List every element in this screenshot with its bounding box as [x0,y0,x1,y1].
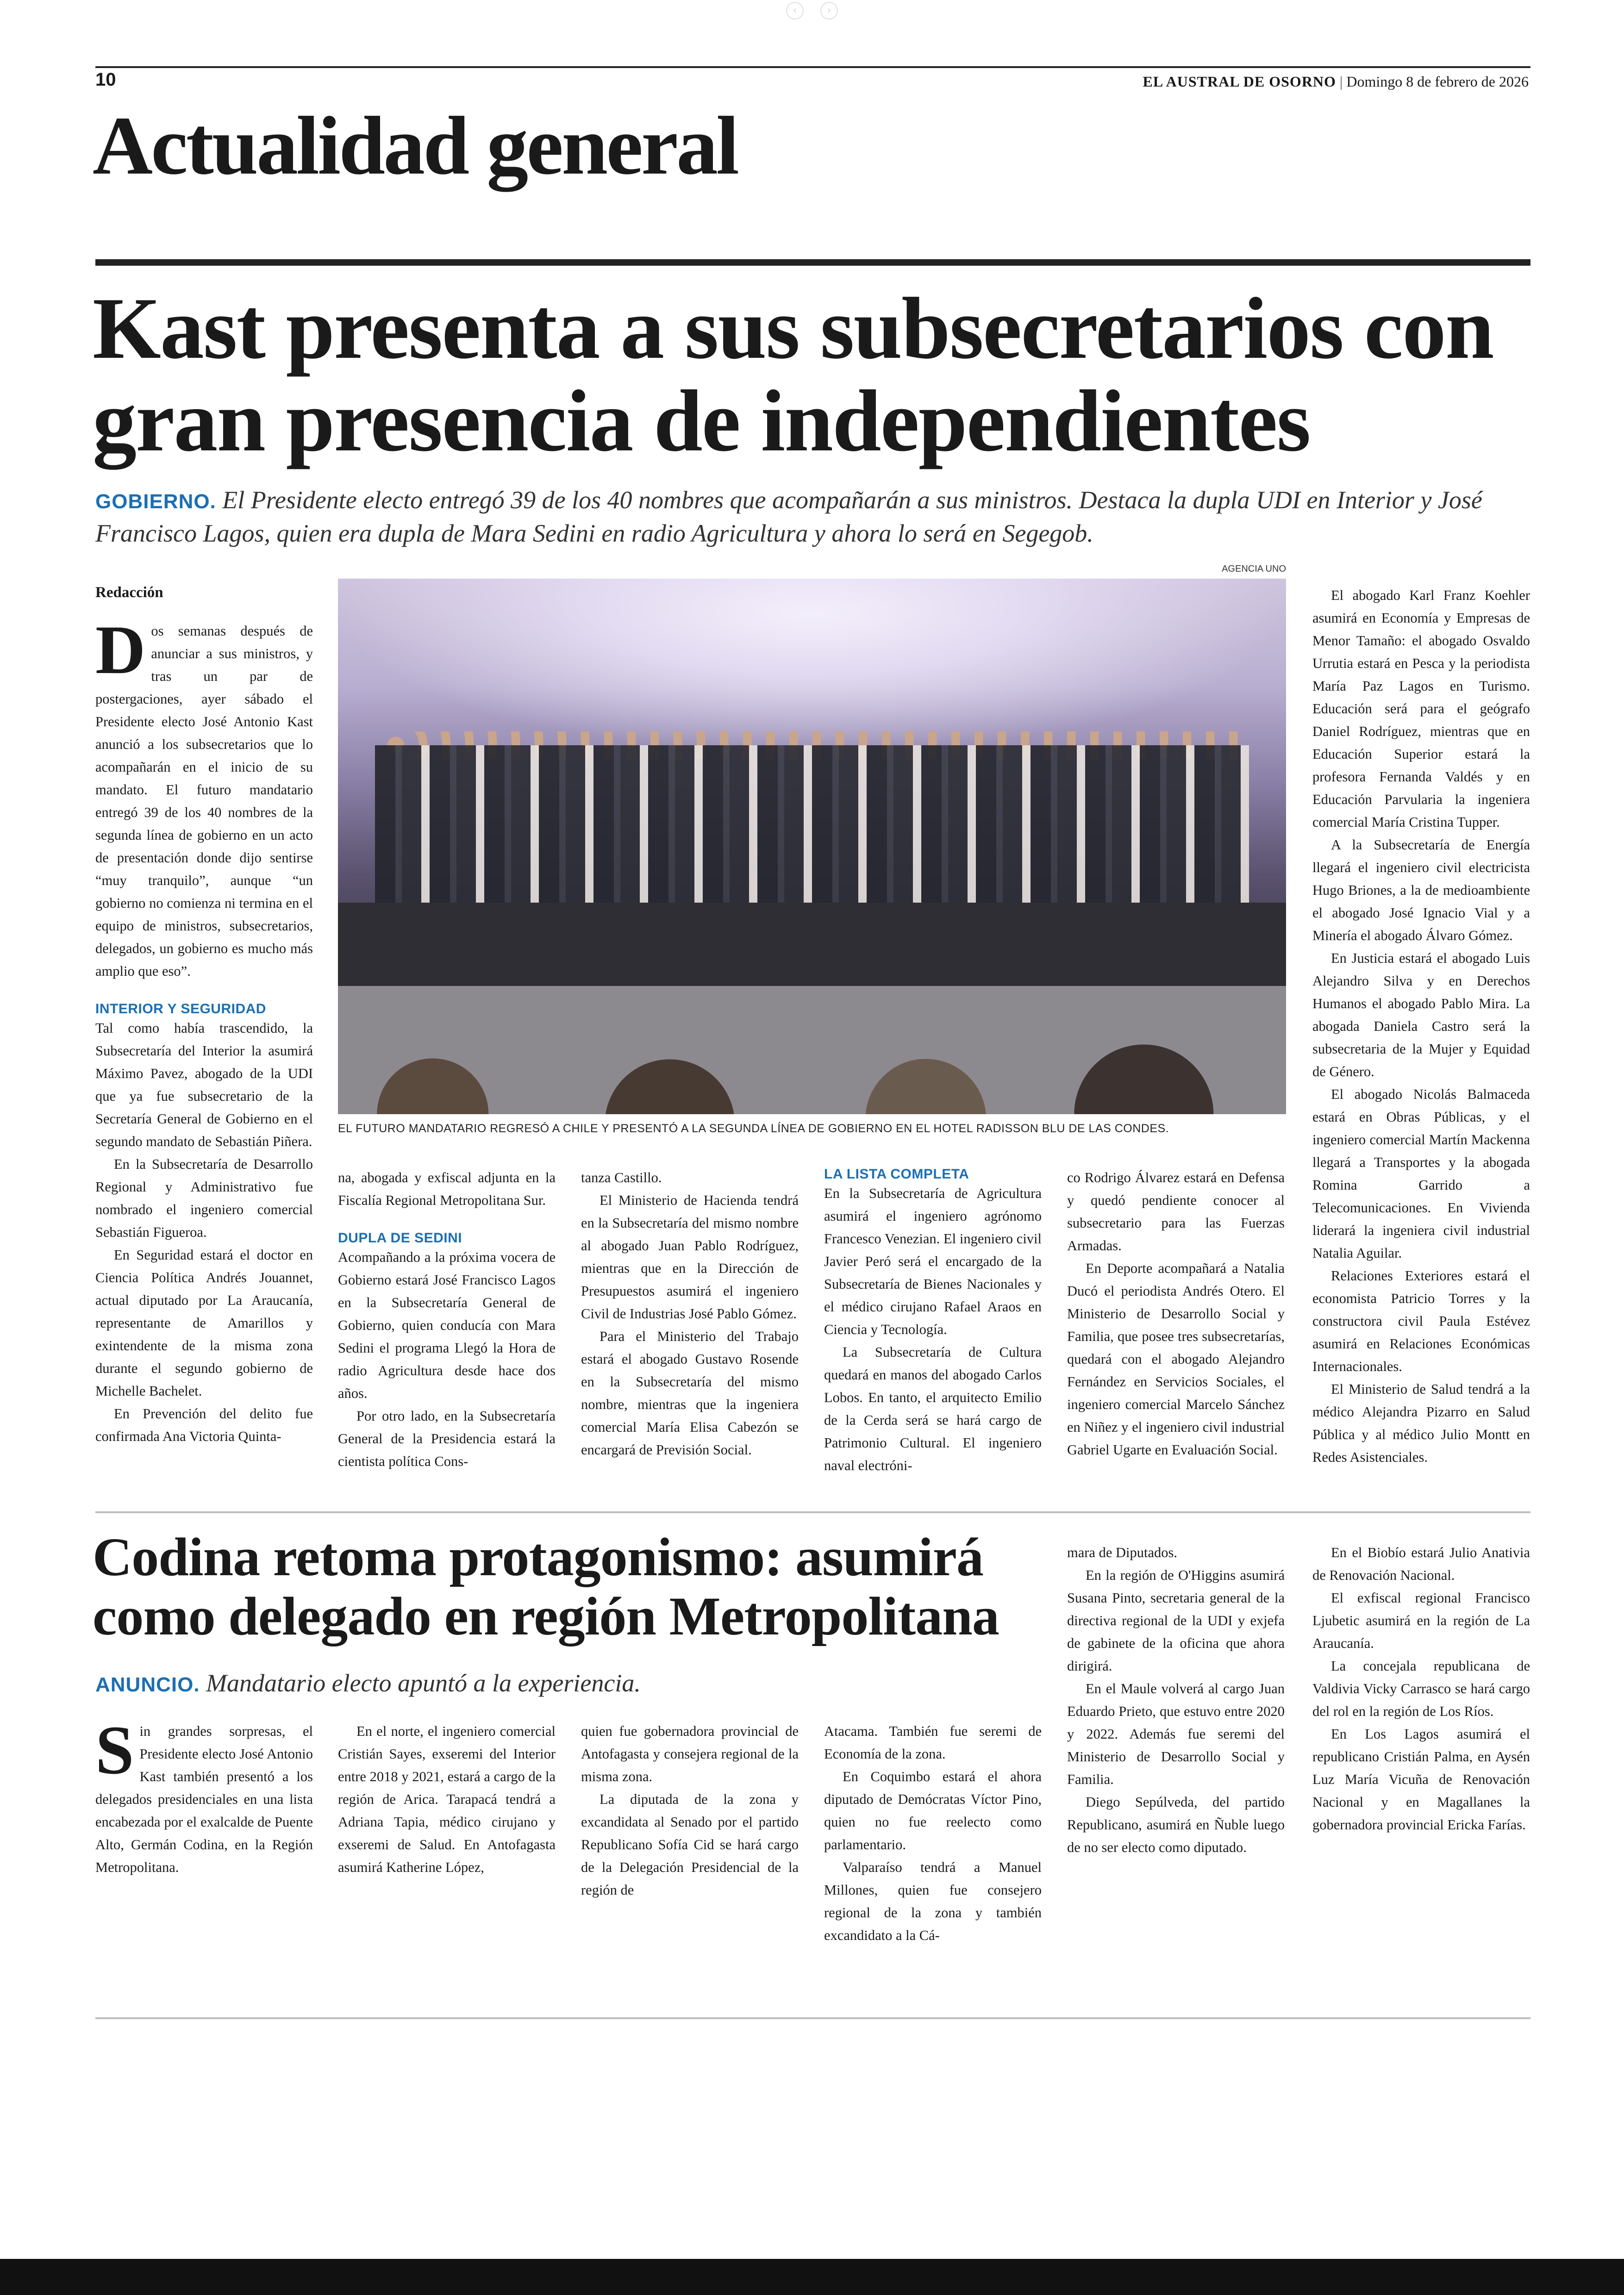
viewer-bottom-bar [0,2259,1624,2295]
story2-headline-line1: Codina retoma protagonismo: asumirá [93,1527,984,1587]
subhead-sedini: DUPLA DE SEDINI [338,1230,462,1246]
bottom-rule [95,2017,1530,2019]
page-number: 10 [95,69,116,90]
story1-column-2 [338,1166,556,1473]
paragraph: El abogado Karl Franz Koehler asumirá en Economía y Empresas de Menor Tamaño: el abogado Osvaldo Urrutia estará en Pesca y la periodista María Paz Lagos en Turismo. Educación será para el geógrafo Daniel Rodríguez, mientras que en Educación Superior estará la profesora Fernanda Valdés y en Educación Parvularia la ingeniera comercial María Cristina Tupper. [1312,587,1530,830]
paragraph: El abogado Nicolás Balmaceda estará en Obras Públicas, y el ingeniero comercial Martín Mackenna llegará a Transportes y la abogada Romina Garrido a Telecomunicaciones. En Vivienda liderará la ingeniera civil industrial Natalia Aguilar. [1312,1086,1530,1261]
issue-date: Domingo 8 de febrero de 2026 [1346,73,1529,90]
paragraph: Diego Sepúlveda, del partido Republicano, asumirá en Ñuble luego de no ser electo como diputado. [1067,1794,1285,1855]
paragraph: Valparaíso tendrá a Manuel Millones, quien fue consejero regional de la zona y también excandidato a la Cá- [824,1859,1042,1943]
page-navigation [0,0,1624,19]
paragraph: En el Biobío estará Julio Anativia de Renovación Nacional. [1312,1545,1530,1583]
paragraph: Tal como había trascendido, la Subsecretaría del Interior la asumirá Máximo Pavez, abogado de la UDI que ya fue subsecretario de la Secretaría General de Gobierno en el segundo mandato de Sebastián Piñera. [95,1020,313,1149]
paragraph: En la Subsecretaría de Desarrollo Regional y Administrativo fue nombrado el ingeniero comercial Sebastián Figueroa. [95,1156,313,1240]
paragraph: En Prevención del delito fue confirmada Ana Victoria Quinta- [95,1406,313,1444]
section-title: Actualidad general [93,100,737,192]
story2-kicker: ANUNCIO. [95,1673,200,1696]
paragraph: En el norte, el ingeniero comercial Cristián Sayes, exseremi del Interior entre 2018 y 2021, estará a cargo de la región de Arica. Tarapacá tendrá a Adriana Tapia, médico cirujano y exseremi de Salud. En Antofagasta asumirá Katherine López, [338,1723,556,1875]
paragraph: En Justicia estará el abogado Luis Alejandro Silva y en Derechos Humanos el abogado Pablo Mira. La abogada Daniela Castro será la subsecretaria de la Mujer y Equidad de Género. [1312,950,1530,1079]
drop-cap: D [95,611,146,688]
paragraph: tanza Castillo. [581,1170,662,1185]
subhead-interior: INTERIOR Y SEGURIDAD [95,1001,266,1017]
paragraph: La concejala republicana de Valdivia Vicky Carrasco se hará cargo del rol en la región de Los Ríos. [1312,1658,1530,1719]
story1-column-3 [581,1166,799,1461]
masthead: EL AUSTRAL DE OSORNO | Domingo 8 de febrero de 2026 [1143,73,1529,90]
paragraph: En Coquimbo estará el ahora diputado de Demócratas Víctor Pino, quien no fue reelecto como parlamentario. [824,1769,1042,1852]
story1-column-5 [1067,1166,1285,1461]
story1-column-1 [95,584,313,1448]
paragraph: Atacama. También fue seremi de Economía de la zona. [824,1723,1042,1762]
paragraph: co Rodrigo Álvarez estará en Defensa y quedó pendiente conocer al subsecretario para las Fuerzas Armadas. [1067,1170,1285,1254]
paragraph: La diputada de la zona y excandidata al Senado por el partido Republicano Sofía Cid se hará cargo de la Delegación Presidencial de la región de [581,1791,799,1898]
paragraph: Por otro lado, en la Subsecretaría General de la Presidencia estará la cientista política Cons- [338,1408,556,1469]
paragraph: mara de Diputados. [1067,1545,1177,1560]
paragraph: En Seguridad estará el doctor en Ciencia Política Andrés Jouannet, actual diputado por La Araucanía, representante de Amarillos y exintendente de la misma zona durante el segundo gobierno de Michelle Bachelet. [95,1247,313,1399]
photo-caption: EL FUTURO MANDATARIO REGRESÓ A CHILE Y PRESENTÓ A LA SEGUNDA LÍNEA DE GOBIERNO EN EL HOTEL RADISSON BLU DE LAS CONDES. [338,1122,1169,1135]
paragraph: na, abogada y exfiscal adjunta en la Fiscalía Regional Metropolitana Sur. [338,1170,556,1208]
paragraph: El Ministerio de Salud tendrá a la médico Alejandra Pizarro en Salud Pública y al médico Julio Montt en Redes Asistenciales. [1312,1381,1530,1465]
byline: Redacción [95,584,163,601]
story1-column-6 [1312,584,1530,1469]
paragraph: La Subsecretaría de Cultura quedará en manos del abogado Carlos Lobos. En tanto, el arquitecto Emilio de la Cerda será se hará cargo de Patrimonio Cultural. El ingeniero naval electróni- [824,1344,1042,1473]
section-rule [95,259,1530,266]
story2-column-3 [581,1720,799,1902]
paragraph: En Deporte acompañará a Natalia Ducó el periodista Andrés Otero. El Ministerio de Desarrollo Social y Familia, que posee tres subsecretarías, quedará con el abogado Alejandro Fernández en Servicios Sociales, el ingeniero comercial Marcelo Sánchez en Niñez y el ingeniero civil industrial Gabriel Ugarte en Evaluación Social. [1067,1260,1285,1458]
story2-deck [95,1667,1068,1701]
story1-headline [93,282,1542,468]
story2-headline-line2: como delegado en región Metropolitana [93,1586,999,1646]
story2-column-1 [95,1712,313,1879]
story1-kicker: GOBIERNO. [95,490,216,513]
photo-credit: AGENCIA UNO [1222,564,1286,574]
newspaper-name: EL AUSTRAL DE OSORNO [1143,73,1336,90]
paragraph: A la Subsecretaría de Energía llegará el ingeniero civil electricista Hugo Briones, a la de medioambiente el abogado José Ignacio Vial y a Minería el abogado Álvaro Gómez. [1312,837,1530,943]
drop-cap: S [95,1712,134,1789]
story2-column-2 [338,1720,556,1879]
story1-headline-line1: Kast presenta a sus subsecretarios con [93,280,1493,377]
paragraph: En el Maule volverá al cargo Juan Eduardo Prieto, que estuvo entre 2020 y 2022. Además fue seremi del Ministerio de Desarrollo Social y Familia. [1067,1681,1285,1787]
group-photo[interactable] [338,579,1286,1114]
subhead-lista: LA LISTA COMPLETA [824,1166,969,1182]
story1-deck [95,484,1540,549]
story2-deck-text: Mandatario electo apuntó a la experiencia. [206,1669,641,1697]
paragraph: quien fue gobernadora provincial de Antofagasta y consejera regional de la misma zona. [581,1723,799,1784]
story1-headline-line2: gran presencia de independientes [93,373,1310,470]
chevron-left-icon[interactable]: ‹ [786,2,804,19]
story2-column-4 [824,1720,1042,1947]
paragraph: El Ministerio de Hacienda tendrá en la Subsecretaría del mismo nombre al abogado Juan Pablo Rodríguez, mientras que en la Dirección de Presupuestos asumirá el ingeniero Civil de Industrias José Pablo Gómez. [581,1192,799,1322]
paragraph: Relaciones Exteriores estará el economista Patricio Torres y la constructora civil Paula Estévez asumirá en Relaciones Económicas Internacionales. [1312,1268,1530,1374]
story1-deck-text: El Presidente electo entregó 39 de los 40 nombres que acompañarán a sus ministros. Destaca la dupla UDI en Interior y José Francisco Lagos, quien era dupla de Mara Sedini en radio Agricultura y ahora lo será en Segegob. [95,486,1482,547]
header-rule [95,66,1530,68]
story1-column-4 [824,1148,1042,1477]
paragraph: En la Subsecretaría de Agricultura asumirá el ingeniero agrónomo Francesco Venezian. El ingeniero civil Javier Peró será el encargado de la Subsecretaría de Bienes Nacionales y el médico cirujano Rafael Araos en Ciencia y Tecnología. [824,1185,1042,1337]
story-separator [95,1511,1530,1513]
story2-headline [93,1528,1074,1646]
chevron-right-icon[interactable]: › [820,2,838,19]
paragraph: Acompañando a la próxima vocera de Gobierno estará José Francisco Lagos en la Subsecretaría General de Gobierno, quien conducía con Mara Sedini el programa Llegó la Hora de radio Agricultura desde hace dos años. [338,1249,556,1401]
paragraph: En la región de O'Higgins asumirá Susana Pinto, secretaria general de la directiva regional de la UDI y exjefa de gabinete de la oficina que ahora dirigirá. [1067,1567,1285,1674]
paragraph: Para el Ministerio del Trabajo estará el abogado Gustavo Rosende en la Subsecretaría del mismo nombre, mientras que la ingeniera comercial María Elisa Cabezón se encargará de Previsión Social. [581,1328,799,1458]
paragraph: En Los Lagos asumirá el republicano Cristián Palma, en Aysén Luz María Vicuña de Renovación Nacional y en Magallanes la gobernadora provincial Ericka Farías. [1312,1726,1530,1833]
paragraph: El exfiscal regional Francisco Ljubetic asumirá en la región de La Araucanía. [1312,1590,1530,1651]
story2-column-5 [1067,1541,1285,1859]
paragraph: in grandes sorpresas, el Presidente electo José Antonio Kast también presentó a los delegados presidenciales en una lista encabezada por el exalcalde de Puente Alto, Germán Codina, en la Región Metropolitana. [95,1723,313,1875]
lead-paragraph: os semanas después de anunciar a sus ministros, y tras un par de postergaciones, ayer sábado el Presidente electo José Antonio Kast anunció a los subsecretarios que lo acompañarán en el inicio de su mandato. El futuro mandatario entregó 39 de los 40 nombres de la segunda línea de gobierno en un acto de presentación donde dijo sentirse “muy tranquilo”, aunque “un gobierno no comienza ni termina en el equipo de ministros, subsecretarios, delegados, un gobierno es mucho más amplio que eso”. [95,623,313,979]
story2-column-6 [1312,1541,1530,1836]
